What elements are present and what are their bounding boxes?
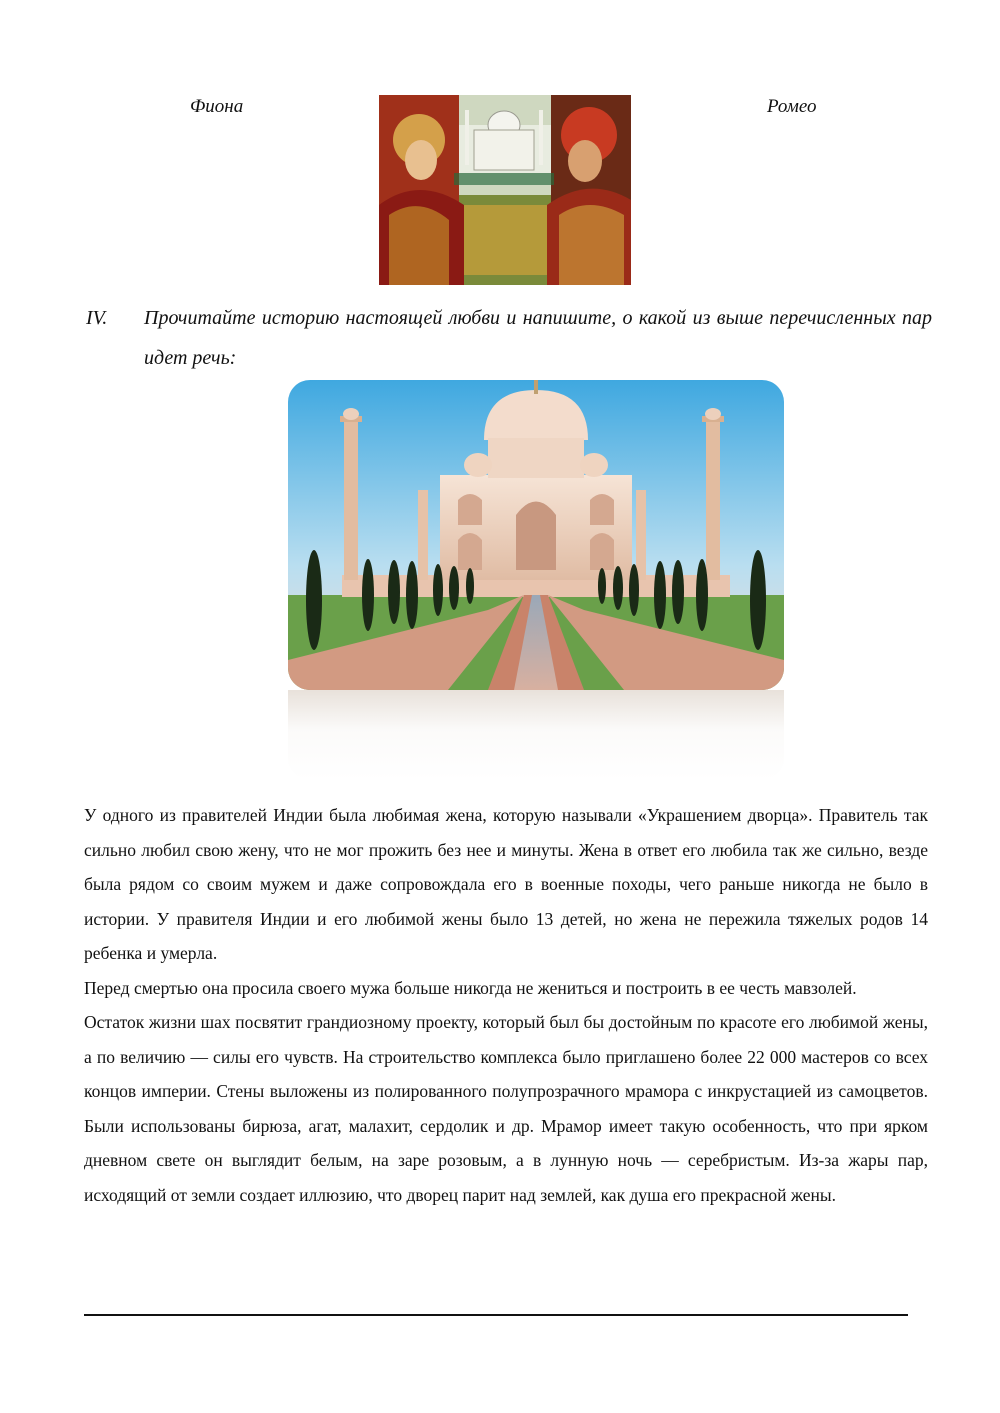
name-romeo: Ромео: [767, 96, 817, 117]
photo-reflection: [288, 690, 784, 780]
task-number: IV.: [86, 307, 108, 329]
name-fiona: Фиона: [190, 96, 244, 117]
taj-mahal-photo: [288, 380, 784, 690]
story-text: [84, 798, 928, 1212]
taj-mahal-figure: [288, 380, 784, 780]
answer-line[interactable]: [84, 1314, 908, 1316]
mughal-couple-painting: [379, 95, 631, 285]
story-paragraph: Остаток жизни шах посвятит грандиозному проекту, который был бы достойным по красоте его любимой жены, а по величию — силы его чувств. На строительство комплекса было приглашено более 22 000 мастеров со всех концов империи. Стены выложены из полированного полупрозрачного мрамора с инкрустацией из самоцветов. Были использованы бирюза, агат, малахит, сердолик и др. Мрамор имеет такую особенность, что при ярком дневном свете он выглядит белым, на заре розовым, а в лунную ночь — серебристым. Из-за жары пар, исходящий от земли создает иллюзию, что дворец парит над землей, как душа его прекрасной жены.: [84, 1012, 928, 1205]
story-paragraph: У одного из правителей Индии была любимая жена, которую называли «Украшением дворца». Правитель так сильно любил свою жену, что не мог прожить без нее и минуты. Жена в ответ его любила так же сильно, везде была рядом со своим мужем и даже сопровождала его в военные походы, чего раньше никогда не было в истории. У правителя Индии и его любимой жены было 13 детей, но жена не пережила тяжелых родов 14 ребенка и умерла.: [84, 805, 928, 963]
story-paragraph: Перед смертью она просила своего мужа больше никогда не жениться и построить в ее честь мавзолей.: [84, 977, 857, 998]
task-text: Прочитайте историю настоящей любви и напишите, о какой из выше перечисленных пар идет речь:: [144, 307, 932, 369]
task-block: [86, 298, 932, 378]
